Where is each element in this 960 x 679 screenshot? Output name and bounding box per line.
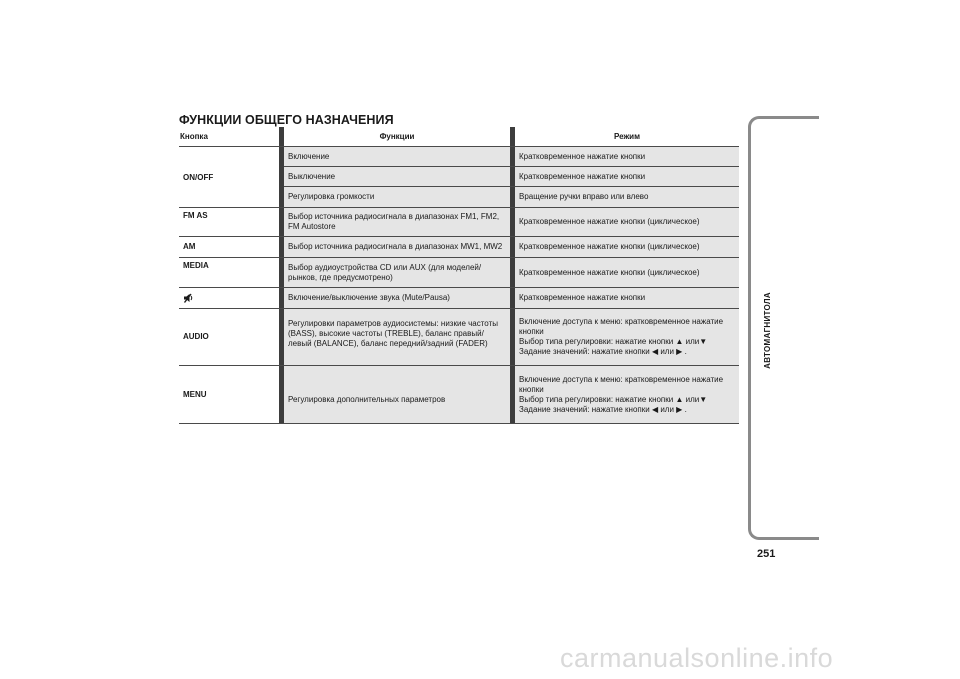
triangle-down-icon: ▼ — [699, 394, 708, 404]
func-cell: Регулировка громкости — [284, 187, 510, 207]
table-row — [284, 187, 739, 207]
key-audio: AUDIO — [183, 332, 209, 341]
functions-table — [179, 127, 739, 424]
section-title: АВТОМАГНИТОЛА — [762, 291, 772, 369]
watermark: carmanualsonline.info — [560, 643, 834, 673]
mode-cell: Кратковременное нажатие кнопки — [515, 167, 739, 186]
table-row — [284, 147, 739, 167]
triangle-left-icon: ◀ — [651, 404, 659, 414]
onoff-subrows — [284, 147, 739, 207]
key-menu: MENU — [183, 389, 207, 399]
table-row-media — [179, 258, 739, 288]
page-title: ФУНКЦИИ ОБЩЕГО НАЗНАЧЕНИЯ — [179, 113, 394, 127]
table-row-onoff — [179, 146, 739, 208]
table-body — [179, 146, 739, 424]
table-row-mute — [179, 288, 739, 309]
mode-text: Выбор типа регулировки: нажатие кнопки — [519, 337, 674, 346]
header-mode: Режим — [614, 132, 640, 141]
mode-or: или — [660, 347, 674, 356]
mode-or: или — [660, 404, 674, 414]
mode-or: или — [685, 394, 700, 404]
func-cell: Включение/выключение звука (Mute/Pausa) — [284, 288, 510, 308]
mode-end: . — [684, 404, 687, 414]
header-key: Кнопка — [180, 132, 208, 141]
func-cell: Выключение — [284, 167, 510, 186]
section-tab-label — [757, 280, 777, 380]
key-am: AM — [183, 242, 196, 251]
triangle-down-icon: ▼ — [699, 337, 708, 346]
table-header — [179, 127, 739, 146]
func-cell: Выбор источника радиосигнала в диапазонах FM1, FM2, FM Autostore — [284, 208, 510, 236]
mode-line: Включение доступа к меню: кратковременное нажатие кнопки — [519, 374, 724, 394]
header-func: Функции — [379, 132, 415, 141]
table-row-audio — [179, 309, 739, 366]
mode-end: . — [684, 347, 687, 356]
table-row-menu — [179, 366, 739, 424]
func-cell: Выбор источника радиосигнала в диапазонах MW1, MW2 — [284, 237, 510, 257]
mode-cell: Кратковременное нажатие кнопки — [515, 147, 739, 166]
mode-cell: Вращение ручки вправо или влево — [515, 187, 739, 207]
triangle-left-icon: ◀ — [651, 347, 659, 356]
mode-line — [519, 337, 735, 347]
page-number: 251 — [757, 548, 776, 560]
func-cell: Выбор аудиоустройства CD или AUX (для моделей/рынков, где предусмотрено) — [284, 258, 510, 287]
triangle-right-icon: ▶ — [676, 347, 683, 356]
triangle-up-icon: ▲ — [675, 337, 684, 346]
mode-cell: Кратковременное нажатие кнопки — [515, 288, 739, 308]
mode-text: Выбор типа регулировки: нажатие кнопки — [519, 394, 674, 404]
mode-text: Задание значений: нажатие кнопки — [519, 404, 650, 414]
func-cell: Регулировки параметров аудиосистемы: низкие частоты (BASS), высокие частоты (TREBLE), баланс правый/левый (BALANCE), баланс передний/задний (FADER) — [284, 309, 510, 365]
mode-or: или — [685, 337, 700, 346]
triangle-right-icon: ▶ — [676, 404, 683, 414]
mode-cell: Кратковременное нажатие кнопки (циклическое) — [515, 208, 739, 236]
triangle-up-icon: ▲ — [675, 394, 684, 404]
mode-cell: Кратковременное нажатие кнопки (циклическое) — [515, 237, 739, 257]
table-row — [284, 167, 739, 187]
mode-line — [519, 405, 735, 415]
speaker-mute-icon — [183, 293, 195, 303]
key-fmas: FM AS — [183, 211, 208, 220]
func-cell: Включение — [284, 147, 510, 166]
key-onoff: ON/OFF — [183, 172, 214, 182]
table-row-fmas — [179, 208, 739, 237]
mode-cell — [515, 309, 739, 365]
table-row-am — [179, 237, 739, 258]
mode-line — [519, 347, 735, 357]
mode-cell — [515, 366, 739, 423]
mode-line: Включение доступа к меню: кратковременное нажатие кнопки — [519, 317, 724, 336]
key-mute — [179, 288, 279, 308]
mode-lines — [519, 317, 735, 357]
mode-lines — [519, 375, 735, 415]
func-cell: Регулировка дополнительных параметров — [284, 366, 510, 423]
mode-text: Задание значений: нажатие кнопки — [519, 347, 650, 356]
mode-line — [519, 395, 735, 405]
key-media: MEDIA — [183, 261, 209, 270]
mode-cell: Кратковременное нажатие кнопки (циклическое) — [515, 258, 739, 287]
